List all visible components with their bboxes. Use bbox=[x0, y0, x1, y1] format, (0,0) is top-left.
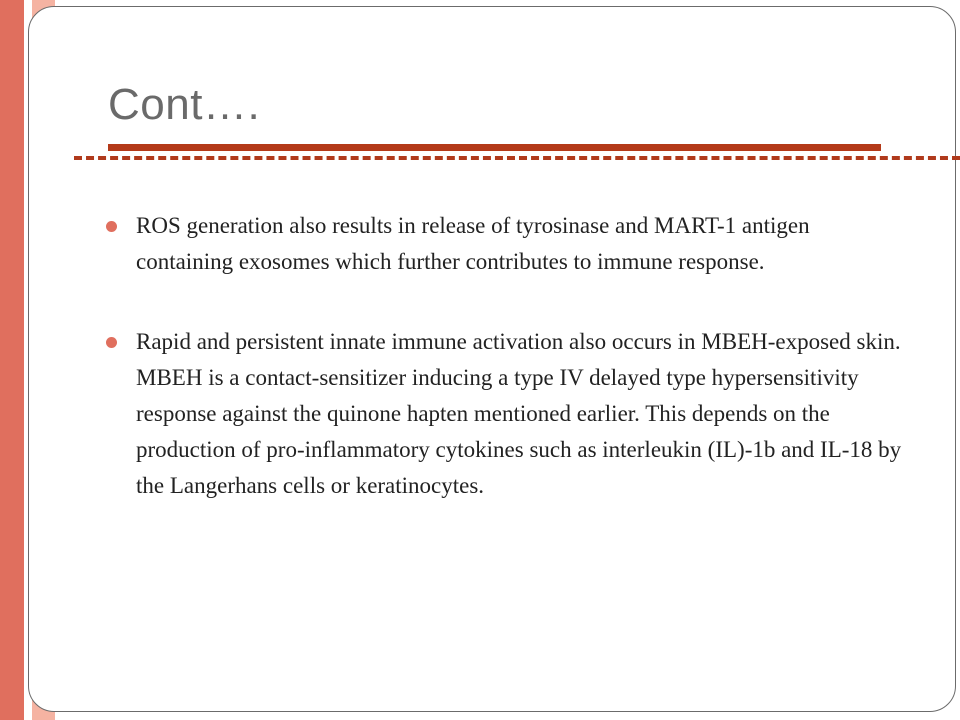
bullet-item: ROS generation also results in release of tyrosinase and MART-1 antigen containing exosomes which further contributes to immune response. bbox=[106, 208, 906, 280]
slide-title: Cont…. bbox=[108, 80, 261, 129]
title-underline-dashed bbox=[74, 156, 960, 160]
title-underline-solid bbox=[108, 144, 881, 151]
bullet-item: Rapid and persistent innate immune activation also occurs in MBEH-exposed skin. MBEH is a contact-sensitizer inducing a type IV delayed type hypersensitivity response against the quinone hapten mentioned earlier. This depends on the production of pro-inflammatory cytokines such as interleukin (IL)-1b and IL-18 by the Langerhans cells or keratinocytes. bbox=[106, 324, 906, 504]
bullet-list bbox=[106, 208, 906, 548]
left-accent-bar-dark bbox=[0, 0, 24, 720]
